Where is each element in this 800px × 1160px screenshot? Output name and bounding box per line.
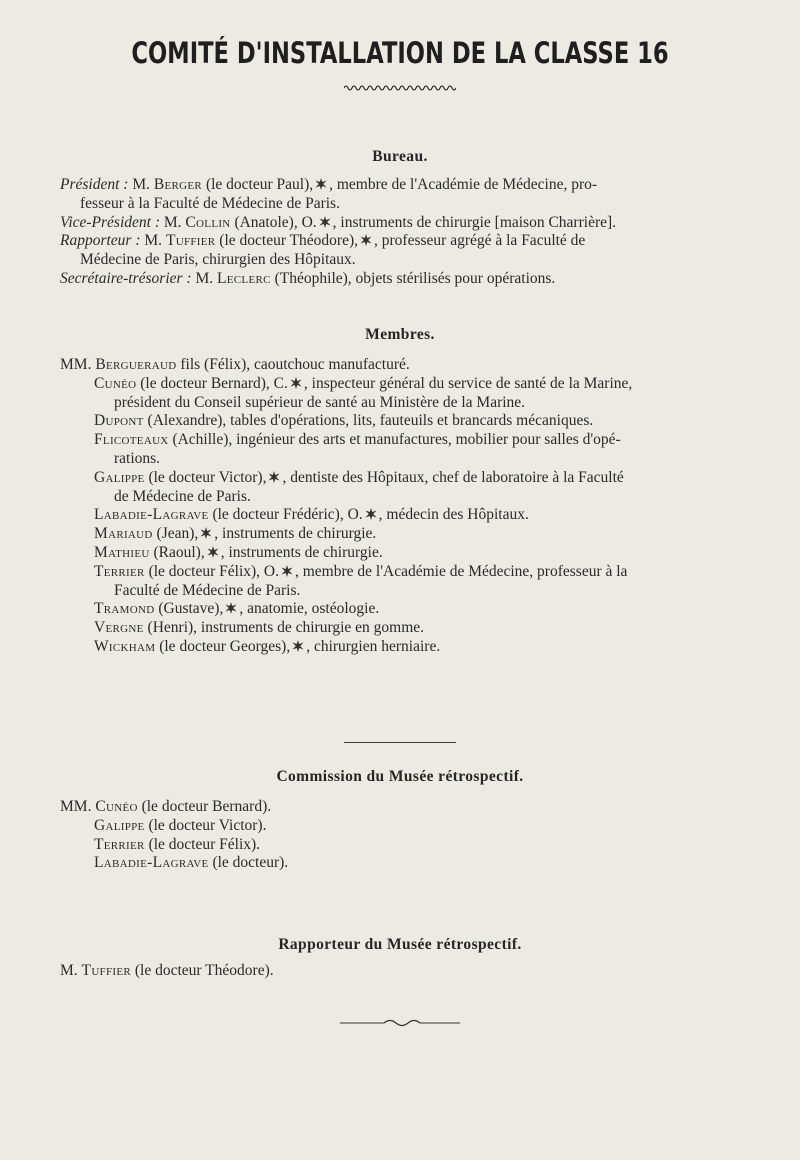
member-entry: Flicoteaux (Achille), ingénieur des arts et manufactures, mobilier pour salles d'opé- rations. <box>94 431 621 467</box>
bureau-president: Président : M. Berger (le docteur Paul), , membre de l'Académie de Médecine, pro- fesseur à la Faculté de Médecine de Paris. <box>60 176 598 212</box>
legion-honneur-icon <box>291 639 305 653</box>
page-title: COMITÉ D'INSTALLATION DE LA CLASSE 16 <box>131 36 669 70</box>
member-entry: Mathieu (Raoul), , instruments de chirurgie. <box>94 543 383 561</box>
member-entry: Wickham (le docteur Georges), , chirurgien herniaire. <box>94 637 441 655</box>
legion-honneur-icon <box>199 526 213 540</box>
legion-honneur-icon <box>314 177 328 191</box>
legion-honneur-icon <box>280 564 294 578</box>
commission-entry: Labadie-Lagrave (le docteur). <box>94 854 289 872</box>
legion-honneur-icon <box>224 601 238 615</box>
section-divider <box>344 742 456 743</box>
legion-honneur-icon <box>267 470 281 484</box>
commission-entry: Galippe (le docteur Victor). <box>94 816 267 834</box>
rapporteur-heading: Rapporteur du Musée rétrospectif. <box>278 936 522 953</box>
commission-entry: Terrier (le docteur Félix). <box>94 835 261 853</box>
commission-heading: Commission du Musée rétrospectif. <box>276 768 524 785</box>
end-ornament <box>340 1018 460 1028</box>
bureau-heading: Bureau. <box>372 148 428 165</box>
member-entry: Mariaud (Jean), , instruments de chirurgie. <box>94 525 377 543</box>
rapporteur-entry: M. Tuffier (le docteur Théodore). <box>60 962 274 979</box>
member-entry: Labadie-Lagrave (le docteur Frédéric), O. , médecin des Hôpitaux. <box>94 506 529 524</box>
membres-list <box>60 356 750 657</box>
member-entry: Tramond (Gustave), , anatomie, ostéologie. <box>94 600 380 618</box>
commission-entry: MM. Cunéo (le docteur Bernard). <box>60 798 272 815</box>
member-entry: Terrier (le docteur Félix), O. , membre de l'Académie de Médecine, professeur à la Faculté de Médecine de Paris. <box>94 562 628 599</box>
commission-list <box>60 798 750 873</box>
bureau-secretaire: Secrétaire-trésorier : M. Leclerc (Théophile), objets stérilisés pour opérations. <box>60 269 556 287</box>
bureau-vice-president: Vice-Président : M. Collin (Anatole), O. , instruments de chirurgie [maison Charrière]. <box>60 213 617 231</box>
member-entry: Cunéo (le docteur Bernard), C. , inspecteur général du service de santé de la Marine, président du Conseil supérieur de santé au Ministère de la Marine. <box>94 374 633 411</box>
member-entry: Galippe (le docteur Victor), , dentiste des Hôpitaux, chef de laboratoire à la Faculté de Médecine de Paris. <box>94 468 624 505</box>
wavy-ornament <box>344 84 456 92</box>
bureau-list <box>60 176 750 289</box>
legion-honneur-icon <box>359 233 373 247</box>
member-entry: Dupont (Alexandre), tables d'opérations, lits, fauteuils et brancards mécaniques. <box>94 412 594 430</box>
legion-honneur-icon <box>364 507 378 521</box>
membres-heading: Membres. <box>365 326 435 343</box>
legion-honneur-icon <box>289 376 303 390</box>
member-entry: MM. Bergueraud fils (Félix), caoutchouc manufacturé. <box>60 356 410 373</box>
member-entry: Vergne (Henri), instruments de chirurgie en gomme. <box>94 619 425 637</box>
legion-honneur-icon <box>206 545 220 559</box>
bureau-rapporteur: Rapporteur : M. Tuffier (le docteur Théodore), , professeur agrégé à la Faculté de Médecine de Paris, chirurgien des Hôpitaux. <box>60 232 586 269</box>
legion-honneur-icon <box>318 215 332 229</box>
